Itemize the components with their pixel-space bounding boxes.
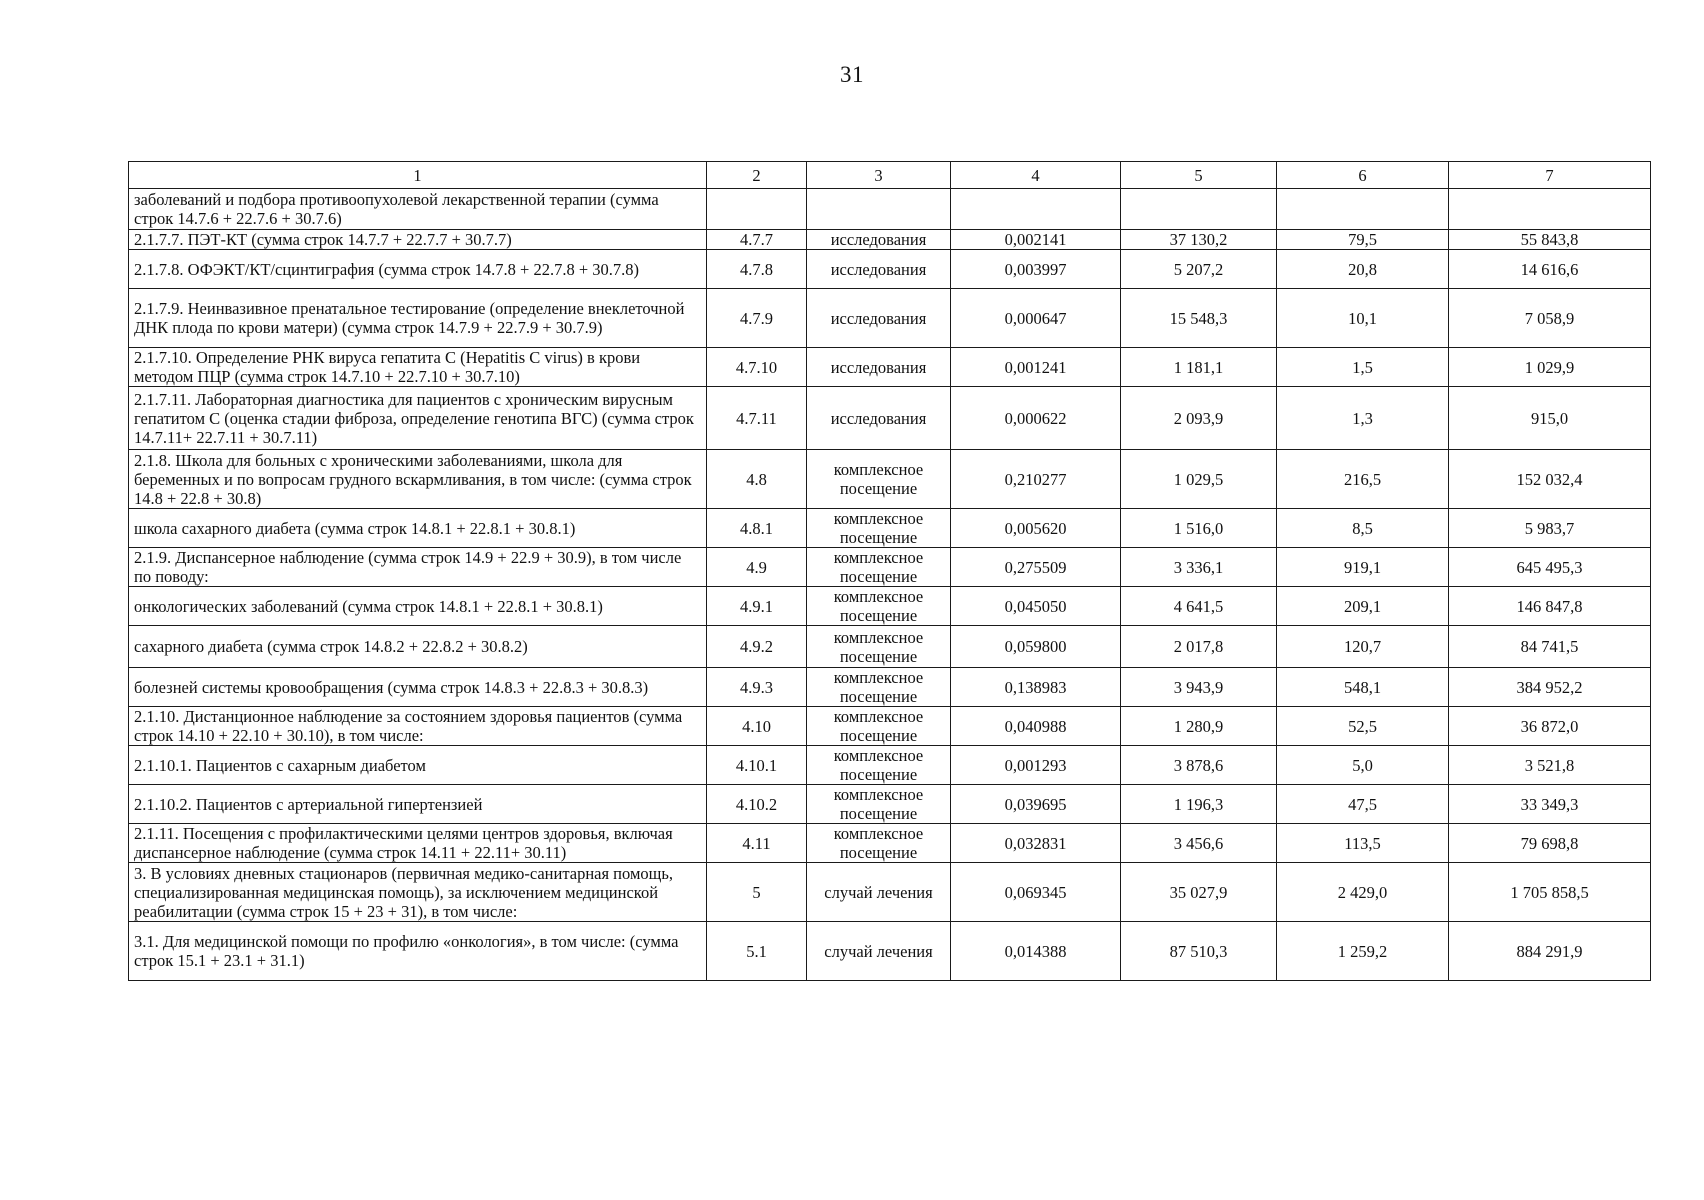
row-total: 3 521,8 (1449, 746, 1651, 785)
row-description: 3. В условиях дневных стационаров (первичная медико-санитарная помощь, специализированная медицинская помощь), за исключением медицинской реабилитации (сумма строк 15 + 23 + 31), в том числе: (129, 863, 707, 922)
row-unit: комплексное посещение (807, 450, 951, 509)
row-volume-norm: 0,069345 (951, 863, 1121, 922)
row-unit: комплексное посещение (807, 587, 951, 626)
row-total: 152 032,4 (1449, 450, 1651, 509)
row-description: 2.1.7.8. ОФЭКТ/КТ/сцинтиграфия (сумма строк 14.7.8 + 22.7.8 + 30.7.8) (129, 250, 707, 289)
row-per-capita: 1 259,2 (1277, 922, 1449, 981)
row-per-capita: 8,5 (1277, 509, 1449, 548)
row-per-capita: 20,8 (1277, 250, 1449, 289)
table-row (129, 509, 1651, 548)
row-total (1449, 189, 1651, 230)
row-total: 384 952,2 (1449, 668, 1651, 707)
table-header-row (129, 162, 1651, 189)
row-total: 146 847,8 (1449, 587, 1651, 626)
column-number-7: 7 (1449, 162, 1651, 189)
row-volume-norm: 0,001293 (951, 746, 1121, 785)
row-per-capita: 1,3 (1277, 387, 1449, 450)
row-volume-norm: 0,001241 (951, 348, 1121, 387)
row-cost-norm: 1 280,9 (1121, 707, 1277, 746)
row-code: 4.7.9 (707, 289, 807, 348)
table-row (129, 348, 1651, 387)
table-row (129, 289, 1651, 348)
row-description: 2.1.7.11. Лабораторная диагностика для пациентов с хроническим вирусным гепатитом С (оценка стадии фиброза, определение генотипа ВГС) (сумма строк 14.7.11+ 22.7.11 + 30.7.11) (129, 387, 707, 450)
row-per-capita: 5,0 (1277, 746, 1449, 785)
row-code: 4.9.2 (707, 626, 807, 668)
row-cost-norm: 3 878,6 (1121, 746, 1277, 785)
row-per-capita: 120,7 (1277, 626, 1449, 668)
row-volume-norm: 0,005620 (951, 509, 1121, 548)
row-description: школа сахарного диабета (сумма строк 14.8.1 + 22.8.1 + 30.8.1) (129, 509, 707, 548)
row-code: 4.9.1 (707, 587, 807, 626)
row-cost-norm: 1 181,1 (1121, 348, 1277, 387)
row-code: 5 (707, 863, 807, 922)
row-volume-norm: 0,138983 (951, 668, 1121, 707)
row-unit (807, 189, 951, 230)
row-total: 84 741,5 (1449, 626, 1651, 668)
row-unit: случай лечения (807, 863, 951, 922)
table-row (129, 922, 1651, 981)
row-description: 2.1.7.7. ПЭТ-КТ (сумма строк 14.7.7 + 22.7.7 + 30.7.7) (129, 230, 707, 250)
column-number-6: 6 (1277, 162, 1449, 189)
row-volume-norm: 0,014388 (951, 922, 1121, 981)
row-volume-norm: 0,000647 (951, 289, 1121, 348)
row-unit: комплексное посещение (807, 548, 951, 587)
row-total: 1 029,9 (1449, 348, 1651, 387)
row-cost-norm: 37 130,2 (1121, 230, 1277, 250)
row-code: 4.7.10 (707, 348, 807, 387)
row-total: 36 872,0 (1449, 707, 1651, 746)
row-cost-norm: 5 207,2 (1121, 250, 1277, 289)
row-cost-norm (1121, 189, 1277, 230)
table-row (129, 746, 1651, 785)
row-cost-norm: 2 093,9 (1121, 387, 1277, 450)
row-cost-norm: 3 943,9 (1121, 668, 1277, 707)
row-code: 5.1 (707, 922, 807, 981)
row-code: 4.8.1 (707, 509, 807, 548)
row-unit: исследования (807, 250, 951, 289)
row-description: заболеваний и подбора противоопухолевой лекарственной терапии (сумма строк 14.7.6 + 22.7.6 + 30.7.6) (129, 189, 707, 230)
row-cost-norm: 87 510,3 (1121, 922, 1277, 981)
table-row (129, 863, 1651, 922)
row-cost-norm: 1 516,0 (1121, 509, 1277, 548)
table-row (129, 548, 1651, 587)
table-row (129, 387, 1651, 450)
page-number: 31 (840, 62, 864, 87)
row-cost-norm: 1 196,3 (1121, 785, 1277, 824)
row-total: 7 058,9 (1449, 289, 1651, 348)
row-cost-norm: 3 456,6 (1121, 824, 1277, 863)
column-number-1: 1 (129, 162, 707, 189)
row-code (707, 189, 807, 230)
row-volume-norm: 0,275509 (951, 548, 1121, 587)
row-unit: комплексное посещение (807, 668, 951, 707)
row-description: 2.1.10. Дистанционное наблюдение за состоянием здоровья пациентов (сумма строк 14.10 + 22.10 + 30.10), в том числе: (129, 707, 707, 746)
row-cost-norm: 3 336,1 (1121, 548, 1277, 587)
row-description: сахарного диабета (сумма строк 14.8.2 + 22.8.2 + 30.8.2) (129, 626, 707, 668)
row-description: болезней системы кровообращения (сумма строк 14.8.3 + 22.8.3 + 30.8.3) (129, 668, 707, 707)
table-row (129, 587, 1651, 626)
column-number-5: 5 (1121, 162, 1277, 189)
row-volume-norm (951, 189, 1121, 230)
row-description: 2.1.8. Школа для больных с хроническими заболеваниями, школа для беременных и по вопросам грудного вскармливания, в том числе: (сумма строк 14.8 + 22.8 + 30.8) (129, 450, 707, 509)
row-per-capita: 209,1 (1277, 587, 1449, 626)
row-unit: исследования (807, 289, 951, 348)
row-per-capita: 47,5 (1277, 785, 1449, 824)
row-per-capita (1277, 189, 1449, 230)
row-description: 2.1.7.10. Определение РНК вируса гепатита С (Hepatitis C virus) в крови методом ПЦР (сумма строк 14.7.10 + 22.7.10 + 30.7.10) (129, 348, 707, 387)
row-per-capita: 79,5 (1277, 230, 1449, 250)
row-unit: исследования (807, 348, 951, 387)
row-volume-norm: 0,002141 (951, 230, 1121, 250)
row-total: 33 349,3 (1449, 785, 1651, 824)
row-code: 4.9.3 (707, 668, 807, 707)
row-unit: комплексное посещение (807, 626, 951, 668)
row-per-capita: 113,5 (1277, 824, 1449, 863)
table-row (129, 668, 1651, 707)
row-volume-norm: 0,003997 (951, 250, 1121, 289)
row-per-capita: 919,1 (1277, 548, 1449, 587)
row-total: 5 983,7 (1449, 509, 1651, 548)
row-description: 2.1.10.1. Пациентов с сахарным диабетом (129, 746, 707, 785)
row-per-capita: 52,5 (1277, 707, 1449, 746)
column-number-3: 3 (807, 162, 951, 189)
row-total: 55 843,8 (1449, 230, 1651, 250)
row-code: 4.7.8 (707, 250, 807, 289)
row-unit: комплексное посещение (807, 824, 951, 863)
row-per-capita: 216,5 (1277, 450, 1449, 509)
row-description: 2.1.11. Посещения с профилактическими целями центров здоровья, включая диспансерное наблюдение (сумма строк 14.11 + 22.11+ 30.11) (129, 824, 707, 863)
row-volume-norm: 0,059800 (951, 626, 1121, 668)
table-row (129, 785, 1651, 824)
row-per-capita: 548,1 (1277, 668, 1449, 707)
row-total: 915,0 (1449, 387, 1651, 450)
row-cost-norm: 35 027,9 (1121, 863, 1277, 922)
row-volume-norm: 0,032831 (951, 824, 1121, 863)
row-per-capita: 2 429,0 (1277, 863, 1449, 922)
row-volume-norm: 0,210277 (951, 450, 1121, 509)
row-description: 2.1.7.9. Неинвазивное пренатальное тестирование (определение внеклеточной ДНК плода по крови матери) (сумма строк 14.7.9 + 22.7.9 + 30.7.9) (129, 289, 707, 348)
row-total: 884 291,9 (1449, 922, 1651, 981)
row-code: 4.8 (707, 450, 807, 509)
table-row (129, 189, 1651, 230)
row-description: онкологических заболеваний (сумма строк 14.8.1 + 22.8.1 + 30.8.1) (129, 587, 707, 626)
table-row (129, 626, 1651, 668)
row-per-capita: 10,1 (1277, 289, 1449, 348)
data-table (128, 161, 1651, 981)
table-row (129, 824, 1651, 863)
row-volume-norm: 0,040988 (951, 707, 1121, 746)
column-number-2: 2 (707, 162, 807, 189)
row-volume-norm: 0,045050 (951, 587, 1121, 626)
row-description: 2.1.9. Диспансерное наблюдение (сумма строк 14.9 + 22.9 + 30.9), в том числе по поводу: (129, 548, 707, 587)
row-cost-norm: 1 029,5 (1121, 450, 1277, 509)
row-unit: исследования (807, 387, 951, 450)
row-unit: случай лечения (807, 922, 951, 981)
table-row (129, 450, 1651, 509)
row-unit: комплексное посещение (807, 707, 951, 746)
row-code: 4.10.2 (707, 785, 807, 824)
row-code: 4.7.7 (707, 230, 807, 250)
table-row (129, 250, 1651, 289)
table-row (129, 707, 1651, 746)
row-description: 2.1.10.2. Пациентов с артериальной гипертензией (129, 785, 707, 824)
row-volume-norm: 0,039695 (951, 785, 1121, 824)
row-unit: комплексное посещение (807, 785, 951, 824)
row-unit: комплексное посещение (807, 746, 951, 785)
row-total: 14 616,6 (1449, 250, 1651, 289)
column-number-4: 4 (951, 162, 1121, 189)
row-total: 79 698,8 (1449, 824, 1651, 863)
row-total: 1 705 858,5 (1449, 863, 1651, 922)
row-description: 3.1. Для медицинской помощи по профилю «онкология», в том числе: (сумма строк 15.1 + 23.1 + 31.1) (129, 922, 707, 981)
row-code: 4.10.1 (707, 746, 807, 785)
row-cost-norm: 15 548,3 (1121, 289, 1277, 348)
row-total: 645 495,3 (1449, 548, 1651, 587)
row-volume-norm: 0,000622 (951, 387, 1121, 450)
table-row (129, 230, 1651, 250)
row-cost-norm: 4 641,5 (1121, 587, 1277, 626)
row-cost-norm: 2 017,8 (1121, 626, 1277, 668)
row-code: 4.9 (707, 548, 807, 587)
row-code: 4.10 (707, 707, 807, 746)
row-unit: исследования (807, 230, 951, 250)
row-code: 4.11 (707, 824, 807, 863)
row-code: 4.7.11 (707, 387, 807, 450)
row-unit: комплексное посещение (807, 509, 951, 548)
row-per-capita: 1,5 (1277, 348, 1449, 387)
